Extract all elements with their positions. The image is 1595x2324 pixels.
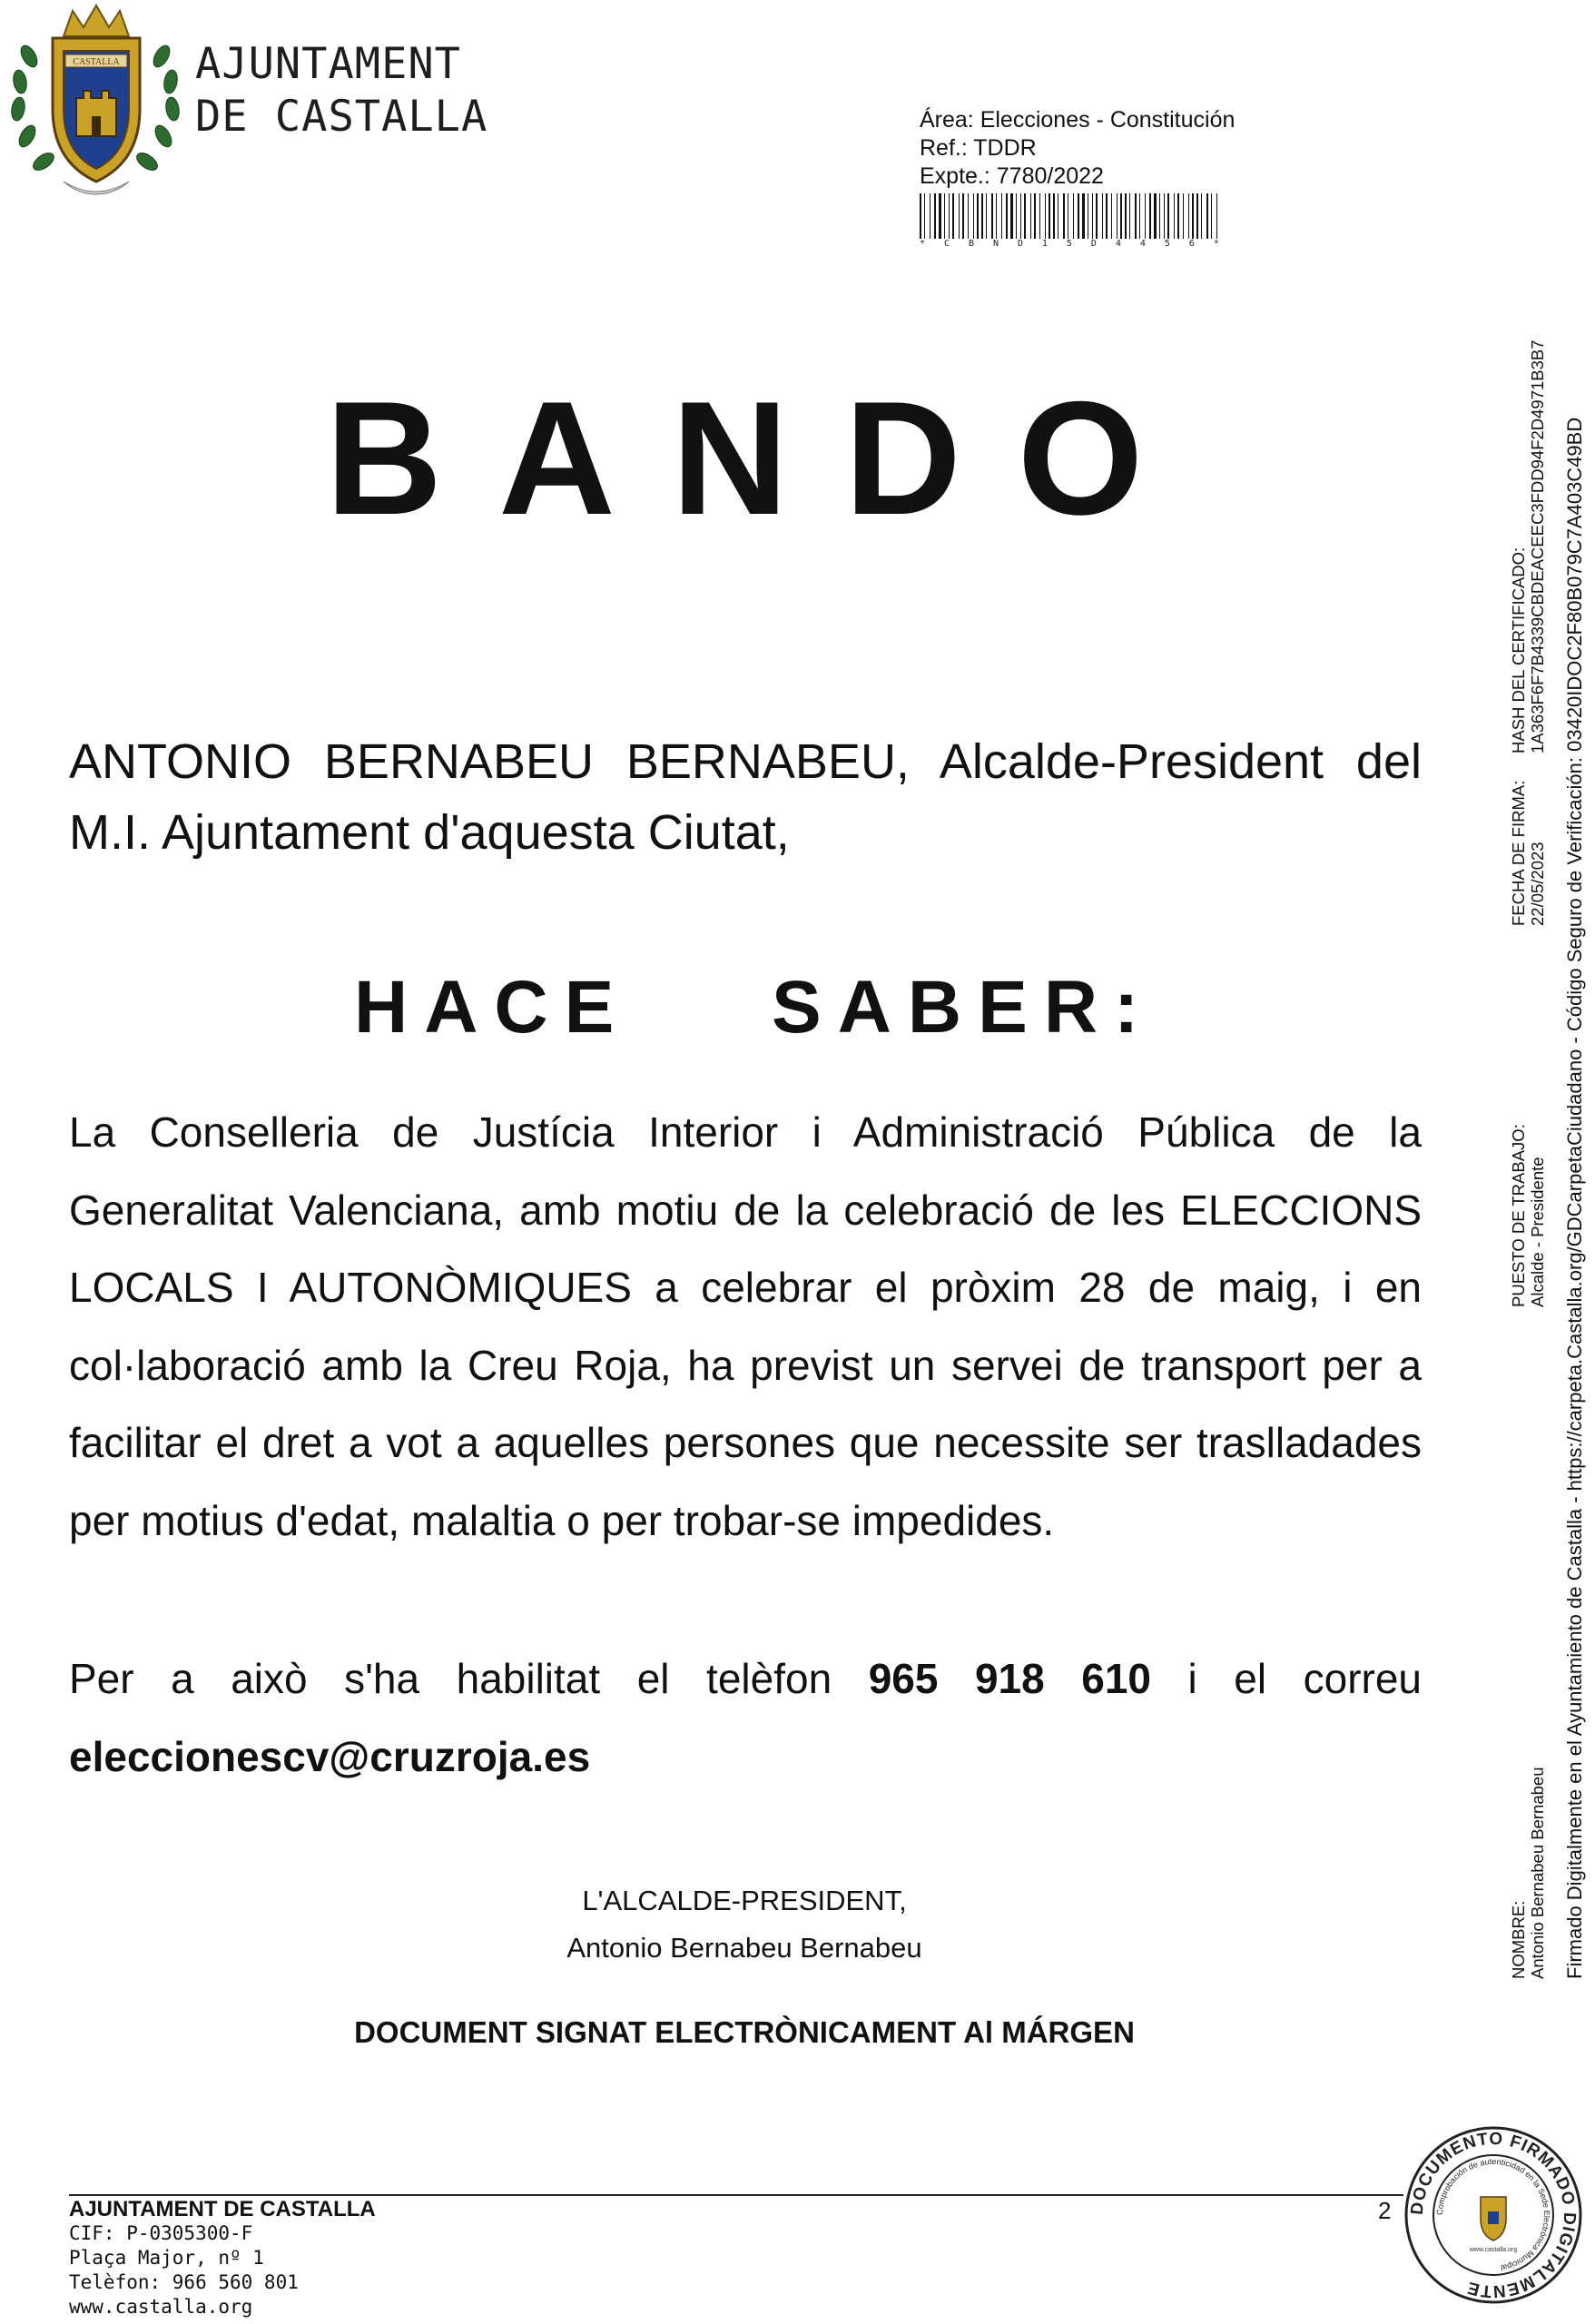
electronic-signature-margin xyxy=(1509,340,1595,1979)
barcode-bar xyxy=(1016,193,1017,239)
document-title: BANDO xyxy=(325,368,1200,548)
signature-name: Antonio Bernabeu Bernabeu xyxy=(566,1932,922,1964)
barcode-bar xyxy=(986,193,987,239)
heading-saber: SABER: xyxy=(772,966,1156,1049)
barcode-char: 4 xyxy=(1139,239,1146,249)
barcode-bar xyxy=(1211,193,1212,239)
barcode-bar xyxy=(1078,193,1079,239)
barcode-bar xyxy=(1216,193,1217,239)
barcode-bar xyxy=(1154,193,1157,239)
barcode-bar xyxy=(1120,193,1122,239)
footer-phone: Telèfon: 966 560 801 xyxy=(69,2271,299,2293)
barcode-bar xyxy=(1006,193,1008,239)
barcode-char: B xyxy=(968,239,974,249)
barcode-bar xyxy=(949,193,950,239)
heading-hace: HACE xyxy=(354,966,631,1049)
barcode-bar xyxy=(1135,193,1137,239)
margin-nombre-value: Antonio Bernabeu Bernabeu xyxy=(1528,1767,1547,1979)
barcode-bar xyxy=(1063,193,1065,239)
barcode-char: 4 xyxy=(1115,239,1121,249)
barcode-bar xyxy=(934,193,936,239)
barcode-bar xyxy=(996,193,997,239)
barcode-char: * xyxy=(920,239,926,249)
barcode-bar xyxy=(991,193,993,239)
barcode-bar xyxy=(1045,193,1046,239)
barcode-bar xyxy=(962,193,964,239)
barcode-char: D xyxy=(1017,239,1023,249)
barcode-bar xyxy=(1177,193,1179,239)
barcode-bar xyxy=(1053,193,1055,239)
margin-hash-label: HASH DEL CERTIFICADO: xyxy=(1509,547,1528,753)
barcode-bar xyxy=(1174,193,1175,239)
barcode-bar xyxy=(1039,193,1040,239)
contact-email: eleccionescv@cruzroja.es xyxy=(69,1733,591,1780)
margin-nombre xyxy=(1509,1768,1547,1980)
city-crest-logo xyxy=(0,0,192,198)
barcode-char: * xyxy=(1213,239,1219,249)
signature-role: L'ALCALDE-PRESIDENT, xyxy=(582,1885,907,1916)
margin-fecha-label: FECHA DE FIRMA: xyxy=(1509,780,1528,926)
crest-text: CASTALLA xyxy=(73,57,120,67)
barcode-bar xyxy=(1034,193,1036,239)
barcode-bar xyxy=(1145,193,1146,239)
footer-cif: CIF: P-0305300-F xyxy=(69,2222,253,2244)
contact-paragraph xyxy=(69,1640,1422,1796)
barcode-bar xyxy=(959,193,960,239)
barcode-bar xyxy=(1167,193,1169,239)
barcode-bar xyxy=(1102,193,1103,239)
barcode-bar xyxy=(1188,193,1189,239)
barcode-char: N xyxy=(992,239,999,249)
footer-address: Plaça Major, nº 1 xyxy=(69,2247,264,2269)
barcode-bar xyxy=(1206,193,1208,239)
barcode-bar xyxy=(1049,193,1050,239)
footer-org: AJUNTAMENT DE CASTALLA xyxy=(69,2197,376,2221)
barcode-bar xyxy=(1030,193,1031,239)
barcode-bar xyxy=(973,193,974,239)
contact-phone: 965 918 610 xyxy=(868,1655,1151,1702)
footer-web: www.castalla.org xyxy=(69,2296,253,2318)
barcode-char: 5 xyxy=(1066,239,1072,249)
barcode-bar xyxy=(1149,193,1151,239)
margin-fecha-value: 22/05/2023 xyxy=(1528,842,1547,926)
barcode-bar xyxy=(1139,193,1140,239)
seal-outer-text: DOCUMENTO FIRMADO DIGITALMENTE xyxy=(1407,2129,1580,2301)
barcode-bar xyxy=(1164,193,1165,239)
document-metadata xyxy=(920,106,1235,191)
barcode-char: C xyxy=(943,239,950,249)
barcode-caption xyxy=(920,239,1219,249)
footer-contact xyxy=(69,2197,376,2319)
page-number: 2 xyxy=(1378,2197,1392,2224)
barcode-char: 1 xyxy=(1041,239,1048,249)
meta-ref: Ref.: TDDR xyxy=(920,135,1037,161)
barcode-bar xyxy=(1024,193,1026,239)
mayor-introduction: ANTONIO BERNABEU BERNABEU, Alcalde-President del M.I. Ajuntament d'aquesta Ciutat, xyxy=(69,734,1422,860)
margin-hash-value: 1A363F6F7B4339CBDEACEEC3FDD94F2D4971B3B7 xyxy=(1528,340,1547,753)
barcode-bar xyxy=(1092,193,1093,239)
barcode-bar xyxy=(1201,193,1202,239)
barcode-bar xyxy=(968,193,969,239)
margin-puesto-value: Alcalde - Presidente xyxy=(1528,1157,1547,1307)
barcode-bar xyxy=(1096,193,1098,239)
margin-verification: Firmado Digitalmente en el Ayuntamiento de Castalla - https://carpeta.Castalla.org/GDCarpetaCiudadano - Código Seguro de Verificación: 03420IDOC2F80B079C7A403C49BD xyxy=(1563,417,1586,1979)
barcode-bar xyxy=(939,193,941,239)
contact-prefix: Per a això s'ha habilitat el telèfon xyxy=(69,1655,832,1702)
signature-block xyxy=(508,1877,980,1972)
barcode-bar xyxy=(1111,193,1112,239)
barcode-bar xyxy=(1159,193,1160,239)
org-name-line1: AJUNTAMENT xyxy=(195,39,461,89)
barcode-bar xyxy=(952,193,954,239)
barcode-char: D xyxy=(1090,239,1097,249)
barcode-bar xyxy=(981,193,983,239)
margin-nombre-label: NOMBRE: xyxy=(1509,1900,1528,1979)
barcode-bar xyxy=(1073,193,1074,239)
margin-puesto-label: PUESTO DE TRABAJO: xyxy=(1509,1124,1528,1307)
organization-name xyxy=(195,38,495,143)
digital-signature-seal xyxy=(1403,2124,1584,2306)
barcode-bar xyxy=(1183,193,1184,239)
barcode-bar xyxy=(1010,193,1013,239)
barcode-bar xyxy=(1082,193,1085,239)
signed-electronically-note: DOCUMENT SIGNAT ELECTRÒNICAMENT Al MÁRGEN xyxy=(354,2015,1135,2049)
barcode-bar xyxy=(977,193,979,239)
meta-area: Área: Elecciones - Constitución xyxy=(920,107,1236,133)
seal-inner-text: Comprobación de autenticidad en la Sede Electrónica Municipal xyxy=(1434,2156,1552,2273)
barcode-bar xyxy=(1125,193,1127,239)
barcode-bar xyxy=(1192,193,1194,239)
margin-puesto xyxy=(1509,1124,1547,1307)
barcode-bar xyxy=(1106,193,1108,239)
barcode-bar xyxy=(1129,193,1130,239)
org-name-line2: DE CASTALLA xyxy=(195,92,488,142)
barcode-bar xyxy=(1001,193,1002,239)
margin-hash xyxy=(1509,340,1547,753)
barcode-bar xyxy=(920,193,921,239)
announcement-paragraph: La Conselleria de Justícia Interior i Administració Pública de la Generalitat Valenciana, amb motiu de la celebració de les ELECCIONS LOCALS I AUTONÒMIQUES a celebrar el pròxim 28 de maig, i en col·laboració amb la Creu Roja, ha previst un servei de transport per a facilitar el dret a vot a aquelles persones que necessite ser traslladades per motius d'edat, malaltia o per trobar-se impedides. xyxy=(69,1108,1422,1544)
contact-middle: i el correu xyxy=(1187,1655,1422,1702)
barcode-bar xyxy=(924,193,925,239)
margin-fecha xyxy=(1509,781,1547,926)
barcode-bar xyxy=(1020,193,1021,239)
footer-divider xyxy=(69,2194,1403,2196)
barcode-bar xyxy=(944,193,945,239)
barcode-char: 5 xyxy=(1164,239,1170,249)
barcode xyxy=(920,193,1219,239)
barcode-bar xyxy=(1196,193,1198,239)
meta-expte: Expte.: 7780/2022 xyxy=(920,163,1104,189)
seal-center-text: www.castalla.org xyxy=(1469,2247,1518,2253)
barcode-char: 6 xyxy=(1188,239,1195,249)
